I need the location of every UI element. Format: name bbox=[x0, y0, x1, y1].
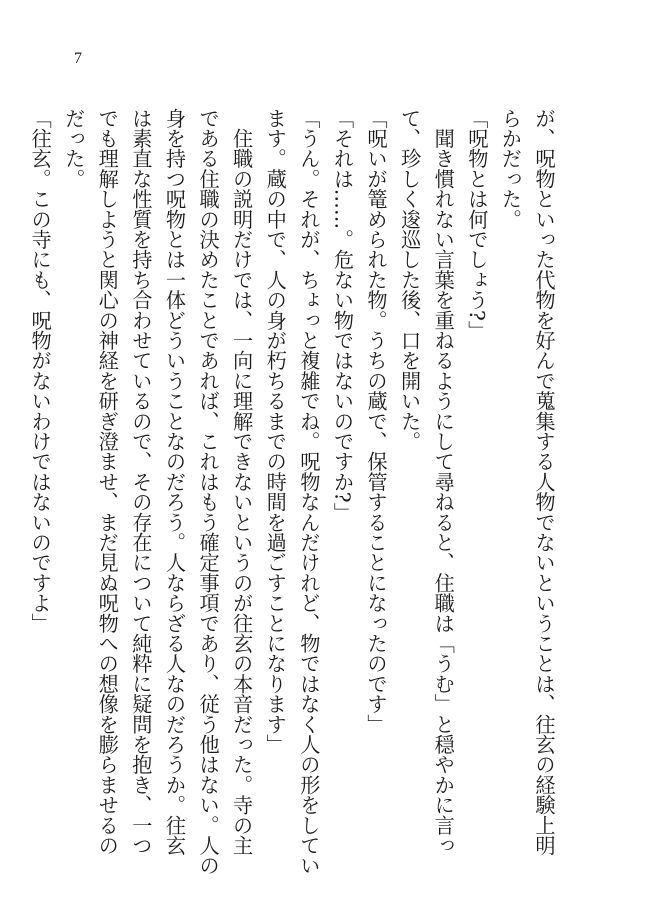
text-line: 「それは……。危ない物ではないのですか?」 bbox=[330, 108, 355, 523]
page-number: 7 bbox=[74, 50, 82, 67]
text-line: 「呪物とは何でしょう?」 bbox=[464, 108, 489, 342]
body-text bbox=[23, 108, 561, 876]
text-line: 聞き慣れない言葉を重ねるようにして尋ねると、住職は「うむ」と穏やかに言っ bbox=[431, 108, 456, 856]
text-line: らかだった。 bbox=[498, 108, 523, 230]
text-line: でも理解しようと関心の神経を研ぎ澄ませ、まだ見ぬ呪物への想像を膨らませるの bbox=[95, 108, 120, 856]
text-line: 「呪いが篭められた物。うちの蔵で、保管することになったのです」 bbox=[364, 108, 389, 735]
text-line: 「往玄。この寺にも、呪物がないわけではないのですよ」 bbox=[28, 108, 53, 634]
text-line: が、呪物といった代物を好んで蒐集する人物でないということは、往玄の経験上明 bbox=[532, 108, 556, 856]
text-line: て、珍しく逡巡した後、口を開いた。 bbox=[397, 108, 422, 452]
text-line: は素直な性質を持ち合わせているので、その存在について純粋に疑問を抱き、一つ bbox=[128, 108, 153, 856]
text-line: だった。 bbox=[61, 108, 86, 189]
text-line: 住職の説明だけでは、一向に理解できないというのが往玄の本音だった。寺の主 bbox=[229, 108, 254, 856]
text-line: 身を持つ呪物とは一体どういうことなのだろう。人ならざる人なのだろうか。往玄 bbox=[162, 108, 187, 856]
text-line: である住職の決めたことであれば、これはもう確定事項であり、従う他はない。人の bbox=[196, 108, 221, 876]
text-line: 「うん。それが、ちょっと複雑でね。呪物なんだけれど、物ではなく人の形をしてい bbox=[296, 108, 321, 876]
text-line: ます。蔵の中で、人の身が朽ちるまでの時間を過ごすことになります」 bbox=[263, 108, 288, 755]
